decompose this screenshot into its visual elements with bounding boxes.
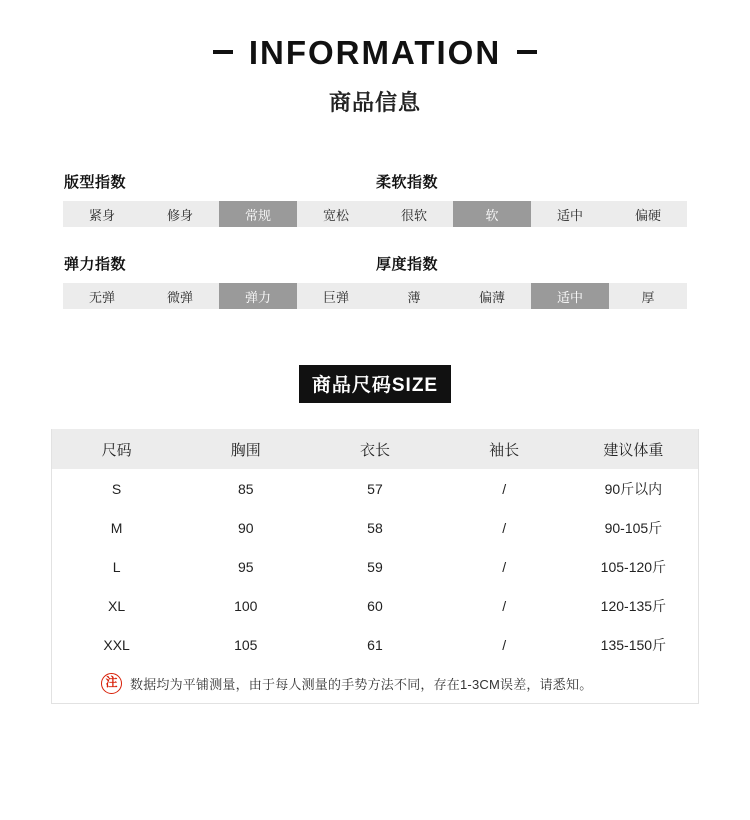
cell-sleeve: /	[502, 519, 507, 536]
index-option-thickness-2[interactable]: 偏薄	[478, 289, 505, 305]
measurement-note	[53, 673, 697, 694]
index-option-thickness-3[interactable]: 适中	[531, 283, 609, 309]
cell-length: 60	[367, 597, 383, 614]
index-label-thickness: 厚度指数	[376, 256, 439, 273]
cell-size: L	[112, 558, 121, 575]
table-header-sleeve: 袖长	[440, 429, 569, 469]
index-row-fit	[63, 201, 375, 227]
index-block-thickness	[375, 253, 687, 309]
index-option-elasticity-4[interactable]: 巨弹	[322, 289, 349, 305]
cell-weight: 135-150斤	[600, 636, 667, 653]
cell-sleeve: /	[502, 558, 507, 575]
cell-sleeve: /	[502, 597, 507, 614]
dash-right-icon	[517, 50, 537, 54]
index-label-softness: 柔软指数	[376, 174, 439, 191]
index-label-elasticity: 弹力指数	[64, 256, 127, 273]
cell-weight: 90斤以内	[604, 480, 663, 497]
index-option-elasticity-1[interactable]: 无弹	[88, 289, 115, 305]
table-header-weight: 建议体重	[569, 429, 698, 469]
cell-weight: 120-135斤	[600, 597, 667, 614]
table-header-size: 尺码	[52, 429, 181, 469]
cell-sleeve: /	[502, 480, 507, 497]
cell-size: M	[110, 519, 123, 536]
index-option-thickness-4[interactable]: 厚	[641, 289, 655, 305]
table-row	[52, 469, 698, 508]
index-grid	[63, 171, 687, 309]
cell-bust: 105	[234, 636, 258, 653]
page-title	[0, 34, 750, 72]
page-title-text: INFORMATION	[248, 34, 502, 71]
index-option-fit-4[interactable]: 宽松	[322, 207, 349, 223]
note-badge-icon: 注	[101, 673, 122, 694]
table-row	[52, 625, 698, 664]
index-block-softness	[375, 171, 687, 227]
size-table-container	[51, 429, 699, 704]
cell-weight: 105-120斤	[600, 558, 667, 575]
table-note-row	[52, 664, 698, 703]
index-option-softness-2[interactable]: 软	[453, 201, 531, 227]
cell-size: XXL	[103, 636, 130, 653]
cell-length: 57	[367, 480, 383, 497]
cell-sleeve: /	[502, 636, 507, 653]
dash-left-icon	[213, 50, 233, 54]
index-label-fit: 版型指数	[64, 174, 127, 191]
table-row	[52, 586, 698, 625]
size-section-header	[0, 365, 750, 403]
table-header-bust: 胸围	[181, 429, 310, 469]
cell-bust: 90	[237, 519, 254, 536]
index-block-elasticity	[63, 253, 375, 309]
index-option-fit-3[interactable]: 常规	[219, 201, 297, 227]
cell-length: 58	[367, 519, 383, 536]
cell-length: 61	[367, 636, 383, 653]
table-row	[52, 508, 698, 547]
index-option-thickness-1[interactable]: 薄	[407, 289, 421, 305]
index-option-softness-3[interactable]: 适中	[556, 207, 583, 223]
index-option-elasticity-2[interactable]: 微弹	[166, 289, 193, 305]
cell-bust: 95	[237, 558, 254, 575]
cell-bust: 100	[234, 597, 258, 614]
size-section-title: 商品尺码SIZE	[299, 365, 451, 403]
table-row	[52, 547, 698, 586]
table-note-cell	[52, 664, 698, 703]
table-header-length: 衣长	[310, 429, 439, 469]
index-option-fit-2[interactable]: 修身	[166, 207, 193, 223]
page-header	[0, 0, 750, 117]
index-row-thickness	[375, 283, 687, 309]
cell-size: S	[111, 480, 122, 497]
index-row-softness	[375, 201, 687, 227]
cell-weight: 90-105斤	[604, 519, 663, 536]
index-row-elasticity	[63, 283, 375, 309]
cell-bust: 85	[237, 480, 254, 497]
index-option-softness-1[interactable]: 很软	[400, 207, 427, 223]
cell-size: XL	[108, 597, 126, 614]
table-header-row	[52, 429, 698, 469]
index-option-fit-1[interactable]: 紧身	[88, 207, 115, 223]
index-option-elasticity-3[interactable]: 弹力	[219, 283, 297, 309]
note-text: 数据均为平铺测量，由于每人测量的手势方法不同，存在1-3CM误差，请悉知。	[130, 677, 593, 692]
size-table	[52, 429, 698, 703]
page-subtitle: 商品信息	[328, 90, 421, 115]
cell-length: 59	[367, 558, 383, 575]
index-option-softness-4[interactable]: 偏硬	[634, 207, 661, 223]
index-block-fit	[63, 171, 375, 227]
